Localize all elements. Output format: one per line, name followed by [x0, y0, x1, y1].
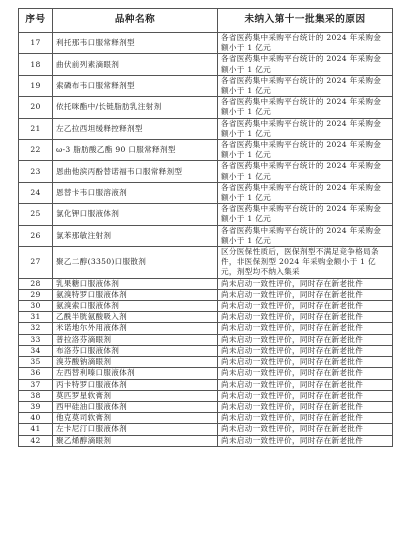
serial-number-cell: 28 [19, 278, 53, 289]
reason-cell: 尚未启动一致性评价，同时存在新老批件 [218, 357, 393, 368]
reason-cell: 尚未启动一致性评价，同时存在新老批件 [218, 301, 393, 312]
table-row [19, 334, 393, 345]
table-row [19, 289, 393, 300]
table-row [19, 390, 393, 401]
drug-name-cell: 氨溴特罗口服液体剂 [53, 289, 218, 300]
table-row [19, 97, 393, 118]
reason-cell: 各省医药集中采购平台统计的 2024 年采购金额小于 1 亿元 [218, 182, 393, 203]
drug-name-cell: 布洛芬口服液体剂 [53, 345, 218, 356]
serial-number-cell: 19 [19, 75, 53, 96]
serial-number-cell: 33 [19, 334, 53, 345]
serial-number-cell: 26 [19, 225, 53, 246]
serial-number-cell: 20 [19, 97, 53, 118]
table-row [19, 247, 393, 279]
serial-number-cell: 29 [19, 289, 53, 300]
reason-cell: 尚未启动一致性评价，同时存在新老批件 [218, 289, 393, 300]
drug-name-cell: 索磷布韦口服常释剂型 [53, 75, 218, 96]
drug-name-cell: 恩替卡韦口服溶液剂 [53, 182, 218, 203]
drug-name-cell: 左西替利嗪口服液体剂 [53, 368, 218, 379]
reason-cell: 各省医药集中采购平台统计的 2024 年采购金额小于 1 亿元 [218, 54, 393, 75]
reason-cell: 各省医药集中采购平台统计的 2024 年采购金额小于 1 亿元 [218, 75, 393, 96]
table-row [19, 345, 393, 356]
drug-name-cell: 普拉洛芬滴眼剂 [53, 334, 218, 345]
drug-name-cell: 依托咪酯中/长链脂肪乳注射剂 [53, 97, 218, 118]
drug-name-cell: 氯苯那敏注射剂 [53, 225, 218, 246]
table-row [19, 204, 393, 225]
reason-cell: 尚未启动一致性评价，同时存在新老批件 [218, 323, 393, 334]
reason-cell: 区分医保性质后，医保剂型不满足竞争格局条件，非医保剂型 2024 年采购金额小于 1 亿元，剂型均不纳入集采 [218, 247, 393, 279]
header-exclusion-reason: 未纳入第十一批集采的原因 [218, 9, 393, 33]
drug-name-cell: ω-3 脂肪酸乙酯 90 口服常释剂型 [53, 140, 218, 161]
reason-cell: 尚未启动一致性评价，同时存在新老批件 [218, 334, 393, 345]
reason-cell: 尚未启动一致性评价，同时存在新老批件 [218, 435, 393, 446]
serial-number-cell: 40 [19, 413, 53, 424]
serial-number-cell: 31 [19, 312, 53, 323]
table-row [19, 161, 393, 182]
drug-table [18, 8, 393, 447]
drug-name-cell: 溴芬酸钠滴眼剂 [53, 357, 218, 368]
reason-cell: 尚未启动一致性评价，同时存在新老批件 [218, 401, 393, 412]
drug-name-cell: 乙酰半胱氨酸吸入剂 [53, 312, 218, 323]
drug-name-cell: 聚乙烯醇滴眼剂 [53, 435, 218, 446]
serial-number-cell: 22 [19, 140, 53, 161]
drug-name-cell: 曲伏前列素滴眼剂 [53, 54, 218, 75]
serial-number-cell: 25 [19, 204, 53, 225]
drug-name-cell: 乳果糖口服液体剂 [53, 278, 218, 289]
serial-number-cell: 36 [19, 368, 53, 379]
serial-number-cell: 39 [19, 401, 53, 412]
serial-number-cell: 23 [19, 161, 53, 182]
table-row [19, 182, 393, 203]
serial-number-cell: 27 [19, 247, 53, 279]
reason-cell: 各省医药集中采购平台统计的 2024 年采购金额小于 1 亿元 [218, 97, 393, 118]
drug-name-cell: 恩曲他滨丙酚替诺福韦口服常释剂型 [53, 161, 218, 182]
reason-cell: 各省医药集中采购平台统计的 2024 年采购金额小于 1 亿元 [218, 140, 393, 161]
drug-name-cell: 丙卡特罗口服液体剂 [53, 379, 218, 390]
table-body [19, 33, 393, 447]
serial-number-cell: 37 [19, 379, 53, 390]
table-row [19, 413, 393, 424]
table-row [19, 301, 393, 312]
reason-cell: 各省医药集中采购平台统计的 2024 年采购金额小于 1 亿元 [218, 118, 393, 139]
table-row [19, 435, 393, 446]
reason-cell: 各省医药集中采购平台统计的 2024 年采购金额小于 1 亿元 [218, 204, 393, 225]
reason-cell: 尚未启动一致性评价，同时存在新老批件 [218, 390, 393, 401]
table-row [19, 33, 393, 54]
reason-cell: 各省医药集中采购平台统计的 2024 年采购金额小于 1 亿元 [218, 225, 393, 246]
serial-number-cell: 42 [19, 435, 53, 446]
table-row [19, 54, 393, 75]
serial-number-cell: 18 [19, 54, 53, 75]
drug-name-cell: 米诺地尔外用液体剂 [53, 323, 218, 334]
table-row [19, 357, 393, 368]
table-row [19, 401, 393, 412]
header-drug-name: 品种名称 [53, 9, 218, 33]
drug-name-cell: 聚乙二醇(3350)口服散剂 [53, 247, 218, 279]
table-header-row [19, 9, 393, 33]
serial-number-cell: 41 [19, 424, 53, 435]
serial-number-cell: 21 [19, 118, 53, 139]
header-serial-number: 序号 [19, 9, 53, 33]
drug-name-cell: 氯化钾口服液体剂 [53, 204, 218, 225]
drug-name-cell: 西甲硅油口服液体剂 [53, 401, 218, 412]
drug-name-cell: 左乙拉西坦缓释控释剂型 [53, 118, 218, 139]
reason-cell: 尚未启动一致性评价，同时存在新老批件 [218, 368, 393, 379]
serial-number-cell: 24 [19, 182, 53, 203]
reason-cell: 尚未启动一致性评价，同时存在新老批件 [218, 413, 393, 424]
serial-number-cell: 35 [19, 357, 53, 368]
reason-cell: 尚未启动一致性评价，同时存在新老批件 [218, 345, 393, 356]
drug-name-cell: 莫匹罗星软膏剂 [53, 390, 218, 401]
reason-cell: 各省医药集中采购平台统计的 2024 年采购金额小于 1 亿元 [218, 161, 393, 182]
serial-number-cell: 32 [19, 323, 53, 334]
reason-cell: 尚未启动一致性评价，同时存在新老批件 [218, 379, 393, 390]
table-row [19, 312, 393, 323]
drug-name-cell: 左卡尼汀口服液体剂 [53, 424, 218, 435]
serial-number-cell: 34 [19, 345, 53, 356]
table-row [19, 368, 393, 379]
table-row [19, 424, 393, 435]
drug-name-cell: 他克莫司软膏剂 [53, 413, 218, 424]
reason-cell: 尚未启动一致性评价，同时存在新老批件 [218, 424, 393, 435]
table-row [19, 75, 393, 96]
reason-cell: 尚未启动一致性评价，同时存在新老批件 [218, 278, 393, 289]
document-page [18, 8, 392, 447]
reason-cell: 尚未启动一致性评价，同时存在新老批件 [218, 312, 393, 323]
table-row [19, 140, 393, 161]
drug-name-cell: 氨溴索口服液体剂 [53, 301, 218, 312]
drug-name-cell: 利托那韦口服常释剂型 [53, 33, 218, 54]
serial-number-cell: 38 [19, 390, 53, 401]
serial-number-cell: 30 [19, 301, 53, 312]
table-row [19, 118, 393, 139]
serial-number-cell: 17 [19, 33, 53, 54]
table-row [19, 278, 393, 289]
table-row [19, 323, 393, 334]
table-row [19, 225, 393, 246]
reason-cell: 各省医药集中采购平台统计的 2024 年采购金额小于 1 亿元 [218, 33, 393, 54]
table-row [19, 379, 393, 390]
